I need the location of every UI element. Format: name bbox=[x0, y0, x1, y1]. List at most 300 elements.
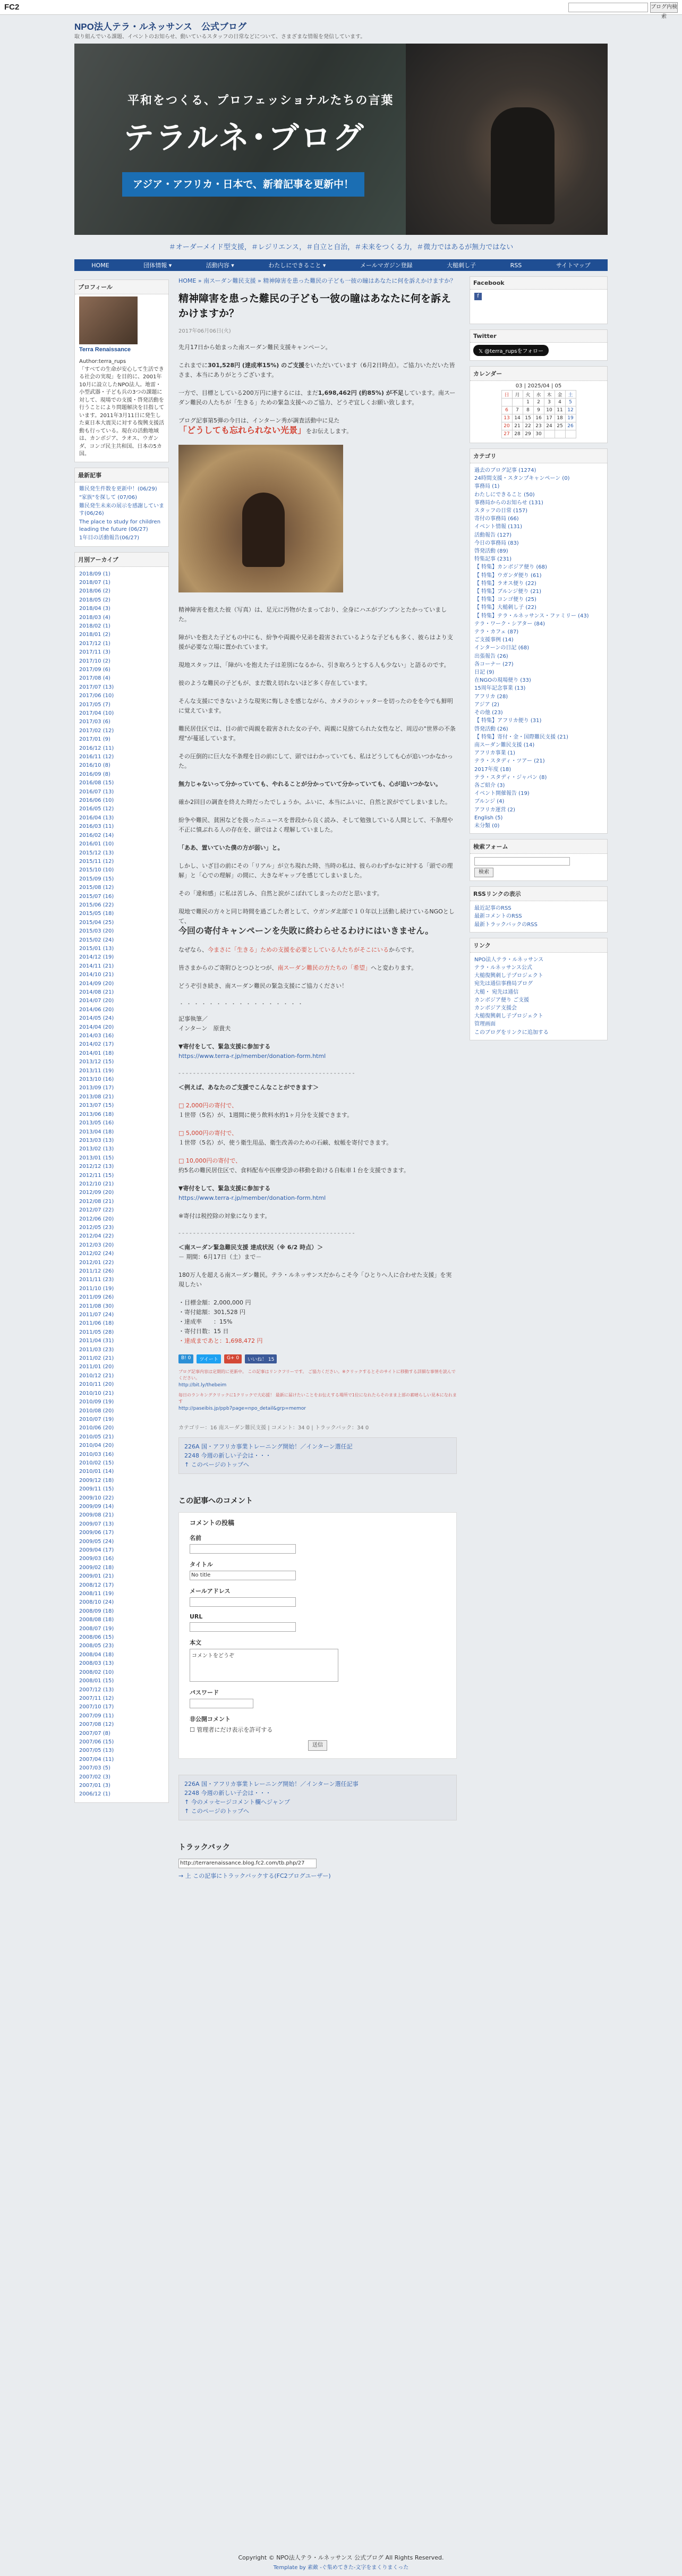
archive-item[interactable]: 2016/07 (13) bbox=[79, 789, 114, 795]
recent-item[interactable]: 難民発生件数を更新中！(06/29) bbox=[79, 486, 157, 492]
archive-item[interactable]: 2011/10 (19) bbox=[79, 1285, 114, 1292]
like-button[interactable]: いいね！ 15 bbox=[245, 1354, 277, 1363]
profile-text: 「すべての生命が安心して生活できる社会の実現」を目的に、2001年10月に設立したNPO法人。地雷・小型武器・子ども兵の3つの課題に対して、現場での支援・啓発活動を行うことにより問題解決を目指しています。2011年3月11日に発生した東日本大震災に対する復興支援活動も行っている。現在の活動地域は、カンボジア、ラオス、ウガンダ、コンゴ民主共和国、日本の5カ国。 bbox=[79, 366, 164, 457]
ranking-link[interactable]: http://bit.ly/thebeim bbox=[178, 1383, 227, 1388]
archive-item[interactable]: 2007/06 (15) bbox=[79, 1739, 114, 1745]
submit-button[interactable]: 送信 bbox=[308, 1740, 327, 1751]
sidebar-search-input[interactable] bbox=[474, 857, 570, 866]
archive-item[interactable]: 2011/07 (24) bbox=[79, 1312, 114, 1318]
category-item[interactable]: 15周年記念事業 (13) bbox=[474, 685, 526, 692]
archive-item[interactable]: 2010/09 (19) bbox=[79, 1399, 114, 1405]
archive-item[interactable]: 2015/02 (24) bbox=[79, 937, 114, 943]
category-item[interactable]: 各ご紹介 (3) bbox=[474, 782, 505, 789]
category-item[interactable]: アフリカ事業 (1) bbox=[474, 750, 515, 757]
rss-heading: RSSリンクの表示 bbox=[470, 887, 607, 901]
category-item[interactable]: 寄付の事務局 (66) bbox=[474, 516, 519, 522]
category-item[interactable]: わたしにできること (50) bbox=[474, 492, 535, 498]
nav-rss[interactable]: RSS bbox=[510, 261, 522, 269]
archive-item[interactable]: 2009/10 (22) bbox=[79, 1495, 114, 1501]
calendar-day: 2 bbox=[533, 399, 544, 406]
archive-item[interactable]: 2016/01 (10) bbox=[79, 841, 114, 848]
archive-item[interactable]: 2009/09 (14) bbox=[79, 1503, 114, 1510]
prev-post-link[interactable]: 2248 今週の新しい子会は・・・ bbox=[184, 1452, 271, 1459]
name-input[interactable] bbox=[190, 1544, 296, 1554]
category-item[interactable]: 【 特集】ブルンジ便り (21) bbox=[474, 589, 541, 595]
archive-item[interactable]: 2017/09 (6) bbox=[79, 666, 110, 673]
category-item[interactable]: アフリカ運営 (2) bbox=[474, 807, 515, 813]
calendar-table bbox=[501, 390, 576, 438]
category-item[interactable]: 【 特集】テラ・ルネッサンス・ファミリー (43) bbox=[474, 613, 589, 619]
archive-item[interactable]: 2018/01 (2) bbox=[79, 632, 110, 638]
category-item[interactable]: 活動報告 (127) bbox=[474, 532, 512, 538]
category-item[interactable]: スタッフの日常 (157) bbox=[474, 508, 528, 514]
archive-item[interactable]: 2009/07 (13) bbox=[79, 1521, 114, 1527]
link-item[interactable]: NPO法人テラ・ルネッサンス bbox=[474, 956, 544, 963]
category-item[interactable]: アフリカ (28) bbox=[474, 693, 508, 700]
dots-separator: ・・・・・・・・・・・・・・・・・ bbox=[178, 1001, 305, 1007]
links-list bbox=[470, 953, 607, 1040]
category-item[interactable]: テラ・スタディ・ジャパン (8) bbox=[474, 774, 547, 781]
archive-item[interactable]: 2007/02 (3) bbox=[79, 1774, 110, 1780]
category-item[interactable]: 日記 (9) bbox=[474, 670, 495, 676]
calendar-heading: カレンダー bbox=[470, 367, 607, 381]
archive-item[interactable]: 2009/04 (17) bbox=[79, 1547, 114, 1553]
archive-item[interactable]: 2014/10 (21) bbox=[79, 972, 114, 978]
archive-item[interactable]: 2008/09 (18) bbox=[79, 1608, 114, 1614]
archive-item[interactable]: 2011/12 (26) bbox=[79, 1268, 114, 1274]
archive-item[interactable]: 2015/10 (10) bbox=[79, 867, 114, 874]
archive-item[interactable]: 2012/12 (13) bbox=[79, 1164, 114, 1170]
archive-item[interactable]: 2007/04 (11) bbox=[79, 1756, 114, 1762]
category-item[interactable]: インターンの日記 (68) bbox=[474, 645, 530, 651]
category-item[interactable]: 【 特集】アフリカ便り (31) bbox=[474, 718, 542, 724]
category-item[interactable]: 【 特集】大槌刺し子 (22) bbox=[474, 605, 536, 611]
archive-item[interactable]: 2015/04 (25) bbox=[79, 919, 114, 926]
trackback-heading: トラックバック bbox=[178, 1843, 230, 1852]
calendar-day: 4 bbox=[555, 399, 565, 406]
child-figure bbox=[242, 493, 285, 567]
category-item[interactable]: その他 (23) bbox=[474, 710, 503, 716]
archive-item[interactable]: 2014/04 (20) bbox=[79, 1024, 114, 1030]
archive-item[interactable]: 2010/11 (20) bbox=[79, 1382, 114, 1388]
p20: 皆さまからのご寄附ひとつひとつが、南スーダン難民の方たちの「希望」へと変わります。 bbox=[178, 964, 417, 971]
blog-title[interactable]: NPO法人テラ・ルネッサンス 公式ブログ bbox=[74, 22, 246, 32]
archive-item[interactable]: 2009/08 (21) bbox=[79, 1512, 114, 1519]
archive-item[interactable]: 2013/04 (18) bbox=[79, 1129, 114, 1135]
nav-mailmag[interactable]: メールマガジン登録 bbox=[360, 262, 413, 269]
facebook-icon[interactable]: f bbox=[474, 293, 482, 300]
archive-item[interactable]: 2008/08 (18) bbox=[79, 1617, 114, 1623]
archive-item[interactable]: 2015/06 (22) bbox=[79, 902, 114, 908]
archive-item[interactable]: 2011/11 (23) bbox=[79, 1277, 114, 1283]
archive-item[interactable]: 2014/01 (18) bbox=[79, 1050, 114, 1056]
archive-item[interactable]: 2015/08 (12) bbox=[79, 885, 114, 891]
ranking-link-wrap bbox=[178, 1382, 457, 1389]
archive-item[interactable]: 2015/01 (13) bbox=[79, 945, 114, 952]
archive-item[interactable]: 2017/07 (13) bbox=[79, 684, 114, 690]
archive-item[interactable]: 2015/09 (15) bbox=[79, 876, 114, 882]
subject-input[interactable]: No title bbox=[190, 1571, 296, 1580]
post-meta: カテゴリー：16 南スーダン難民支援 | コメント：34 0 | トラックバック：34 0 bbox=[178, 1425, 369, 1431]
category-item[interactable]: 南スーダン難民支援 (14) bbox=[474, 742, 535, 748]
twitter-follow-button[interactable]: 𝕏 @terra_rupsをフォロー bbox=[473, 345, 549, 356]
category-item[interactable]: 過去のブログ記事 (1274) bbox=[474, 468, 536, 473]
archive-item[interactable]: 2015/12 (13) bbox=[79, 850, 114, 856]
category-item[interactable]: 啓発活動 (26) bbox=[474, 726, 508, 732]
comment-jump-link[interactable]: ↑ 今のメッセージコメント欄へジャンプ bbox=[184, 1799, 290, 1806]
archive-item[interactable]: 2008/02 (10) bbox=[79, 1669, 114, 1675]
archive-item[interactable]: 2014/11 (21) bbox=[79, 963, 114, 969]
archive-item[interactable]: 2010/12 (21) bbox=[79, 1372, 114, 1379]
archive-item[interactable]: 2009/11 (15) bbox=[79, 1486, 114, 1493]
next-post-link[interactable]: 226A 国・アフリカ事業トレーニング開始！／インターン選任記 bbox=[184, 1443, 353, 1450]
archive-item[interactable]: 2014/12 (19) bbox=[79, 954, 114, 961]
archive-item[interactable]: 2014/06 (20) bbox=[79, 1006, 114, 1013]
next-post-link-2[interactable]: 226A 国・アフリカ事業トレーニング開始！／インターン選任記事 bbox=[184, 1781, 359, 1787]
header-banner-image[interactable] bbox=[74, 44, 608, 235]
archive-item[interactable]: 2007/05 (13) bbox=[79, 1748, 114, 1754]
post-body bbox=[178, 343, 457, 1346]
archive-item[interactable]: 2007/03 (5) bbox=[79, 1765, 110, 1772]
archive-item[interactable]: 2009/05 (24) bbox=[79, 1538, 114, 1545]
archive-item[interactable]: 2013/08 (21) bbox=[79, 1094, 114, 1100]
archive-item[interactable]: 2010/06 (20) bbox=[79, 1425, 114, 1431]
archive-item[interactable]: 2013/06 (18) bbox=[79, 1111, 114, 1117]
link-item[interactable]: 大槌・ 宛先は通信 bbox=[474, 989, 519, 995]
archive-item[interactable]: 2015/11 (12) bbox=[79, 858, 114, 865]
archive-item[interactable]: 2010/03 (16) bbox=[79, 1451, 114, 1458]
archive-item[interactable]: 2017/03 (6) bbox=[79, 719, 110, 725]
checkbox-icon[interactable]: ☐ bbox=[190, 1726, 195, 1733]
breadcrumb-home[interactable]: HOME bbox=[178, 277, 197, 284]
archive-item[interactable]: 2016/05 (12) bbox=[79, 806, 114, 812]
trackback-url-field[interactable]: http://terrarenaissance.blog.fc2.com/tb.php/27 bbox=[178, 1859, 317, 1868]
archive-item[interactable]: 2008/10 (24) bbox=[79, 1599, 114, 1606]
category-item[interactable]: 在NGOの現場便り (33) bbox=[474, 677, 531, 684]
calendar-day: 24 bbox=[544, 422, 555, 430]
fc2-search-button[interactable]: ブログ内検索 bbox=[650, 2, 678, 13]
name-label: 名前 bbox=[190, 1535, 201, 1541]
archive-item[interactable]: 2009/01 (21) bbox=[79, 1573, 114, 1580]
archive-item[interactable]: 2008/11 (19) bbox=[79, 1591, 114, 1597]
calendar-month[interactable]: 03 | 2025/04 | 05 bbox=[515, 383, 562, 389]
archive-item[interactable]: 2010/01 (14) bbox=[79, 1469, 114, 1475]
category-item[interactable]: テラ・スタディ・ツアー (21) bbox=[474, 758, 545, 765]
archive-item[interactable]: 2017/04 (10) bbox=[79, 710, 114, 716]
calendar-day: 16 bbox=[533, 414, 544, 422]
category-item[interactable]: English (5) bbox=[474, 815, 503, 821]
campaign-stats: ・目標金額：2,000,000 円 ・寄付総額：301,528 円 ・達成率 ：15% ・寄付日数：15 日 ・達成まであと：1,698,472 円 bbox=[178, 1299, 263, 1344]
hatena-button[interactable]: B! 0 bbox=[178, 1354, 193, 1363]
archive-item[interactable]: 2016/03 (11) bbox=[79, 824, 114, 830]
archive-item[interactable]: 2012/01 (22) bbox=[79, 1259, 114, 1266]
archive-item[interactable]: 2014/03 (16) bbox=[79, 1033, 114, 1039]
archive-item[interactable]: 2011/08 (30) bbox=[79, 1303, 114, 1309]
password-input[interactable] bbox=[190, 1699, 253, 1708]
calendar-day bbox=[512, 399, 523, 406]
archive-item[interactable]: 2010/10 (21) bbox=[79, 1390, 114, 1396]
archive-item[interactable]: 2017/12 (1) bbox=[79, 640, 110, 647]
archive-item[interactable]: 2007/10 (17) bbox=[79, 1704, 114, 1710]
archive-item[interactable]: 2013/01 (15) bbox=[79, 1155, 114, 1161]
comment-form bbox=[178, 1512, 457, 1759]
archive-item[interactable]: 2016/12 (11) bbox=[79, 745, 114, 751]
archive-item[interactable]: 2008/01 (15) bbox=[79, 1678, 114, 1684]
archive-item[interactable]: 2016/06 (10) bbox=[79, 798, 114, 804]
archive-item[interactable]: 2018/06 (2) bbox=[79, 588, 110, 595]
archive-item[interactable]: 2017/06 (10) bbox=[79, 693, 114, 699]
archive-item[interactable]: 2015/05 (18) bbox=[79, 911, 114, 917]
archive-item[interactable]: 2007/12 (13) bbox=[79, 1687, 114, 1693]
archive-item[interactable]: 2008/03 (13) bbox=[79, 1660, 114, 1667]
archive-item[interactable]: 2008/06 (15) bbox=[79, 1634, 114, 1641]
archive-item[interactable]: 2016/02 (14) bbox=[79, 832, 114, 838]
archive-item[interactable]: 2017/05 (7) bbox=[79, 701, 110, 708]
archive-item[interactable]: 2016/10 (8) bbox=[79, 762, 110, 769]
donate-link-2[interactable]: https://www.terra-r.jp/member/donation-form.html bbox=[178, 1194, 326, 1201]
recent-item[interactable]: 難民発生未来の展示を感謝しています(06/26) bbox=[79, 503, 164, 516]
archive-item[interactable]: 2007/09 (11) bbox=[79, 1713, 114, 1719]
comments-section bbox=[178, 1495, 457, 1759]
archive-item[interactable]: 2012/11 (15) bbox=[79, 1172, 114, 1179]
archive-item[interactable]: 2007/07 (8) bbox=[79, 1730, 110, 1736]
recent-item[interactable]: The place to study for children leading the future (06/27) bbox=[79, 519, 161, 532]
archive-item[interactable]: 2009/12 (18) bbox=[79, 1477, 114, 1484]
archive-item[interactable]: 2018/02 (1) bbox=[79, 623, 110, 629]
nav-sitemap[interactable]: サイトマップ bbox=[556, 262, 591, 269]
link-item[interactable]: このブログをリンクに追加する bbox=[474, 1029, 549, 1036]
archive-item[interactable]: 2013/02 (13) bbox=[79, 1146, 114, 1153]
subject-label: タイトル bbox=[190, 1561, 213, 1568]
archive-item[interactable]: 2009/02 (18) bbox=[79, 1564, 114, 1571]
archive-item[interactable]: 2013/11 (19) bbox=[79, 1067, 114, 1074]
category-item[interactable]: 【 特集】寄付・金・国際難民支援 (21) bbox=[474, 734, 568, 740]
category-item[interactable]: 【 特集】ウガンダ便り (61) bbox=[474, 572, 542, 579]
archive-item[interactable]: 2017/10 (2) bbox=[79, 658, 110, 664]
trackback-link[interactable]: → 上 この記事にトラックバックする(FC2ブログユーザー) bbox=[178, 1872, 331, 1879]
category-item[interactable]: 【 特集】ラオス便り (22) bbox=[474, 580, 536, 587]
rss-link[interactable]: 最新トラックバックのRSS bbox=[474, 921, 538, 928]
archive-item[interactable]: 2012/09 (20) bbox=[79, 1190, 114, 1196]
link-item[interactable]: 管理画面 bbox=[474, 1021, 496, 1028]
p13: 確か2回目の調査を終えた時だったでしょうか。ふいに、本当にふいに、自然と涙がでてしまいました。 bbox=[178, 799, 451, 806]
nav-activities[interactable]: 活動内容 ▾ bbox=[206, 262, 234, 269]
archive-item[interactable]: 2017/02 (12) bbox=[79, 727, 114, 734]
category-item[interactable]: 事務局 (1) bbox=[474, 484, 500, 490]
page-top-link-2[interactable]: ↑ このページのトップへ bbox=[184, 1808, 249, 1815]
archive-item[interactable]: 2010/04 (20) bbox=[79, 1443, 114, 1449]
archive-item[interactable]: 2012/03 (20) bbox=[79, 1242, 114, 1248]
archive-item[interactable]: 2012/07 (22) bbox=[79, 1207, 114, 1214]
archive-item[interactable]: 2012/02 (24) bbox=[79, 1251, 114, 1257]
profile-heading: プロフィール bbox=[75, 280, 168, 294]
archive-item[interactable]: 2018/04 (3) bbox=[79, 606, 110, 612]
link-item[interactable]: 大槌復興刺し子プロジェクト bbox=[474, 973, 543, 979]
secret-checkbox-row[interactable] bbox=[190, 1725, 446, 1734]
category-item[interactable]: アジア (2) bbox=[474, 701, 499, 708]
archive-item[interactable]: 2016/11 (12) bbox=[79, 754, 114, 760]
nav-sashiko[interactable]: 大槌刺し子 bbox=[447, 262, 476, 269]
archive-item[interactable]: 2018/07 (1) bbox=[79, 579, 110, 586]
archive-item[interactable]: 2014/07 (20) bbox=[79, 998, 114, 1004]
category-item[interactable]: 【 特集】カンボジア便り (68) bbox=[474, 564, 547, 571]
calendar-day: 8 bbox=[523, 406, 533, 414]
archive-item[interactable]: 2011/02 (21) bbox=[79, 1355, 114, 1362]
rss-box bbox=[470, 886, 608, 933]
header-child-figure bbox=[491, 107, 555, 224]
gplus-button[interactable]: G+ 0 bbox=[224, 1354, 242, 1363]
template-credit[interactable]: Template by 素敵 -ぐ集めてきた-文字をまくりまくった bbox=[273, 2565, 409, 2571]
ranking-link-2[interactable]: http://paseibis.jp/ppb7page=npo_detail&grp=memor bbox=[178, 1406, 306, 1411]
comments-heading: この記事へのコメント bbox=[178, 1497, 253, 1505]
archive-item[interactable]: 2013/07 (15) bbox=[79, 1103, 114, 1109]
tweet-button[interactable]: ツイート bbox=[197, 1354, 221, 1363]
category-item[interactable]: 各コーナー (27) bbox=[474, 661, 514, 667]
calendar-day: 27 bbox=[501, 430, 512, 438]
mail-input[interactable] bbox=[190, 1597, 296, 1607]
category-item[interactable]: ブルンジ (4) bbox=[474, 799, 505, 805]
archive-item[interactable]: 2010/02 (15) bbox=[79, 1460, 114, 1466]
p17: その「違和感」に私は苦しみ、自然と涙がこぼれてしまったのだと思います。 bbox=[178, 890, 383, 897]
p6: 障がいを抱えた子どもの中にも、紛争や両親や兄弟を殺害されているような子どもも多く、彼らはより支援が必要な立場に置かれています。 bbox=[178, 634, 453, 650]
archive-item[interactable]: 2012/08 (21) bbox=[79, 1198, 114, 1205]
facebook-heading: Facebook bbox=[470, 277, 607, 290]
archive-item[interactable]: 2017/11 (3) bbox=[79, 649, 110, 656]
archive-item[interactable]: 2017/08 (4) bbox=[79, 675, 110, 682]
page-top-link[interactable]: ↑ このページのトップへ bbox=[184, 1461, 249, 1468]
breadcrumb-category[interactable]: 南スーダン難民支援 bbox=[203, 277, 256, 284]
url-input[interactable] bbox=[190, 1622, 296, 1632]
example-2: □ 5,000円の寄付で、 １世帯（5名）が、使う衛生用品、衛生改善のための石鹸、蚊帳を寄付できます。 bbox=[178, 1130, 393, 1146]
category-item[interactable]: ご支援事例 (14) bbox=[474, 637, 514, 643]
category-item[interactable]: 未分類 (0) bbox=[474, 823, 500, 829]
link-item[interactable]: カンボジア便り ご支援 bbox=[474, 997, 530, 1003]
archive-item[interactable]: 2008/05 (23) bbox=[79, 1643, 114, 1649]
archive-item[interactable]: 2013/05 (16) bbox=[79, 1120, 114, 1126]
archive-item[interactable]: 2015/03 (20) bbox=[79, 928, 114, 935]
secret-label: 非公開コメント bbox=[190, 1716, 231, 1723]
archive-item[interactable]: 2014/08 (21) bbox=[79, 989, 114, 995]
archive-item[interactable]: 2014/05 (24) bbox=[79, 1015, 114, 1022]
archive-item[interactable]: 2008/04 (18) bbox=[79, 1651, 114, 1658]
calendar-weekday: 金 bbox=[555, 391, 565, 399]
link-item[interactable]: カンボジア支援会 bbox=[474, 1005, 517, 1011]
category-item[interactable]: 出張報告 (26) bbox=[474, 653, 508, 659]
archive-item[interactable]: 2006/12 (1) bbox=[79, 1791, 110, 1798]
calendar-day: 3 bbox=[544, 399, 555, 406]
archive-item[interactable]: 2010/07 (19) bbox=[79, 1416, 114, 1422]
archive-item[interactable]: 2012/06 (20) bbox=[79, 1216, 114, 1222]
archive-item[interactable]: 2013/12 (15) bbox=[79, 1059, 114, 1065]
archive-item[interactable]: 2018/03 (4) bbox=[79, 614, 110, 621]
link-item[interactable]: テラ・ルネッサンス公式 bbox=[474, 964, 532, 971]
category-item[interactable]: 啓発活動 (89) bbox=[474, 548, 508, 555]
category-item[interactable]: 【 特集】コンゴ便り (25) bbox=[474, 597, 536, 603]
archive-item[interactable]: 2009/03 (16) bbox=[79, 1556, 114, 1562]
prev-post-link-2[interactable]: 2248 今週の新しい子会は・・・ bbox=[184, 1790, 271, 1797]
archive-item[interactable]: 2011/03 (23) bbox=[79, 1346, 114, 1353]
archive-item[interactable]: 2011/09 (26) bbox=[79, 1294, 114, 1301]
category-item[interactable]: テラ・カフェ (87) bbox=[474, 629, 519, 635]
archive-item[interactable]: 2018/05 (2) bbox=[79, 597, 110, 603]
category-item[interactable]: 事務局からのお知らせ (131) bbox=[474, 499, 543, 506]
category-item[interactable]: イベント開催報告 (19) bbox=[474, 791, 530, 797]
body-textarea[interactable]: コメントをどうぞ bbox=[190, 1649, 338, 1682]
dash-separator: ------------------------------------------------ bbox=[178, 1070, 356, 1077]
profile-author: Author:terra_rups bbox=[79, 359, 126, 365]
category-item[interactable]: 24時間支援・スタンプキャンペーン (0) bbox=[474, 476, 570, 482]
archive-item[interactable]: 2011/05 (28) bbox=[79, 1329, 114, 1335]
archive-item[interactable]: 2011/04 (31) bbox=[79, 1338, 114, 1344]
archive-item[interactable]: 2007/08 (12) bbox=[79, 1722, 114, 1728]
archive-item[interactable]: 2010/05 (21) bbox=[79, 1434, 114, 1440]
calendar-day: 12 bbox=[565, 406, 576, 414]
tax-note: ※寄付は税控除の対象になります。 bbox=[178, 1213, 271, 1219]
signature: 記事執筆／ インターン 原貴夫 bbox=[178, 1015, 231, 1032]
archive-item[interactable]: 2008/12 (17) bbox=[79, 1582, 114, 1588]
recent-item[interactable]: "家族"を探して (07/06) bbox=[79, 494, 137, 501]
category-item[interactable]: 特集記事 (231) bbox=[474, 556, 512, 563]
calendar-box bbox=[470, 366, 608, 443]
nav-about[interactable]: 団体情報 ▾ bbox=[143, 262, 172, 269]
rss-link[interactable]: 最新コメントのRSS bbox=[474, 913, 522, 920]
link-item[interactable]: 宛先は通信事務局ブログ bbox=[474, 981, 533, 987]
p16: しかし、いざ目の前にその「リアル」が立ち現れた時、当時の私は、彼らのわずかなに対する「頭での理解」と「心での理解」の間に、大きなギャップを感じてしまいました。 bbox=[178, 862, 453, 879]
archive-item[interactable]: 2014/09 (20) bbox=[79, 980, 114, 987]
p11: その圧倒的に巨大な不条理を目の前にして、頭ではわかっていても、私はどうしても心が追いつかなかった。 bbox=[178, 753, 453, 769]
archive-item[interactable]: 2013/03 (13) bbox=[79, 1137, 114, 1143]
breadcrumb-current: 精神障害を患った難民の子ども一彼の瞳はあなたに何を訴えかけますか？ bbox=[263, 277, 456, 284]
archive-item[interactable]: 2010/08 (20) bbox=[79, 1408, 114, 1414]
archive-item[interactable]: 2014/02 (17) bbox=[79, 1041, 114, 1048]
archive-item[interactable]: 2018/09 (1) bbox=[79, 571, 110, 577]
archive-item[interactable]: 2013/10 (16) bbox=[79, 1077, 114, 1083]
recent-item[interactable]: 1年目の活動報告(06/27) bbox=[79, 535, 139, 541]
category-item[interactable]: 2017年度 (18) bbox=[474, 766, 512, 773]
archive-item[interactable]: 2012/05 (23) bbox=[79, 1224, 114, 1231]
archive-item[interactable]: 2011/06 (18) bbox=[79, 1320, 114, 1327]
archive-item[interactable]: 2012/10 (21) bbox=[79, 1181, 114, 1187]
fc2-search-input[interactable] bbox=[568, 3, 648, 12]
archive-item[interactable]: 2008/07 (19) bbox=[79, 1625, 114, 1632]
fc2-logo[interactable]: FC2 bbox=[4, 3, 20, 12]
nav-home[interactable]: HOME bbox=[91, 261, 109, 269]
archive-item[interactable]: 2009/06 (17) bbox=[79, 1530, 114, 1536]
archive-item[interactable]: 2007/11 (12) bbox=[79, 1695, 114, 1701]
archive-item[interactable]: 2007/01 (3) bbox=[79, 1782, 110, 1789]
archive-item[interactable]: 2012/04 (22) bbox=[79, 1233, 114, 1240]
calendar-day: 7 bbox=[512, 406, 523, 414]
nav-support[interactable]: わたしにできること ▾ bbox=[268, 262, 326, 269]
header-subtitle: 平和をつくる、プロフェッショナルたちの言葉 bbox=[127, 94, 394, 107]
archive-item[interactable]: 2016/09 (8) bbox=[79, 771, 110, 777]
archive-item[interactable]: 2017/01 (9) bbox=[79, 736, 110, 743]
link-item[interactable]: 大槌復興刺し子プロジェクト bbox=[474, 1013, 543, 1020]
example-head: ＜例えば、あなたのご支援でこんなことができます＞ bbox=[178, 1084, 319, 1091]
calendar-weekday: 日 bbox=[501, 391, 512, 399]
archive-item[interactable]: 2015/07 (16) bbox=[79, 893, 114, 900]
archive-item[interactable]: 2016/04 (13) bbox=[79, 815, 114, 821]
archive-item[interactable]: 2013/09 (17) bbox=[79, 1085, 114, 1091]
donate-link[interactable]: https://www.terra-r.jp/member/donation-form.html bbox=[178, 1053, 326, 1060]
category-item[interactable]: イベント情報 (131) bbox=[474, 524, 523, 530]
sidebar-search-button[interactable]: 検索 bbox=[474, 868, 493, 877]
archive-item[interactable]: 2011/01 (20) bbox=[79, 1364, 114, 1370]
category-item[interactable]: 今日の事務局 (83) bbox=[474, 540, 519, 546]
archive-item[interactable]: 2016/08 (15) bbox=[79, 780, 114, 786]
rss-link[interactable]: 最近記事のRSS bbox=[474, 905, 512, 912]
category-item[interactable]: テラ・ワーク・シアター (84) bbox=[474, 621, 545, 627]
